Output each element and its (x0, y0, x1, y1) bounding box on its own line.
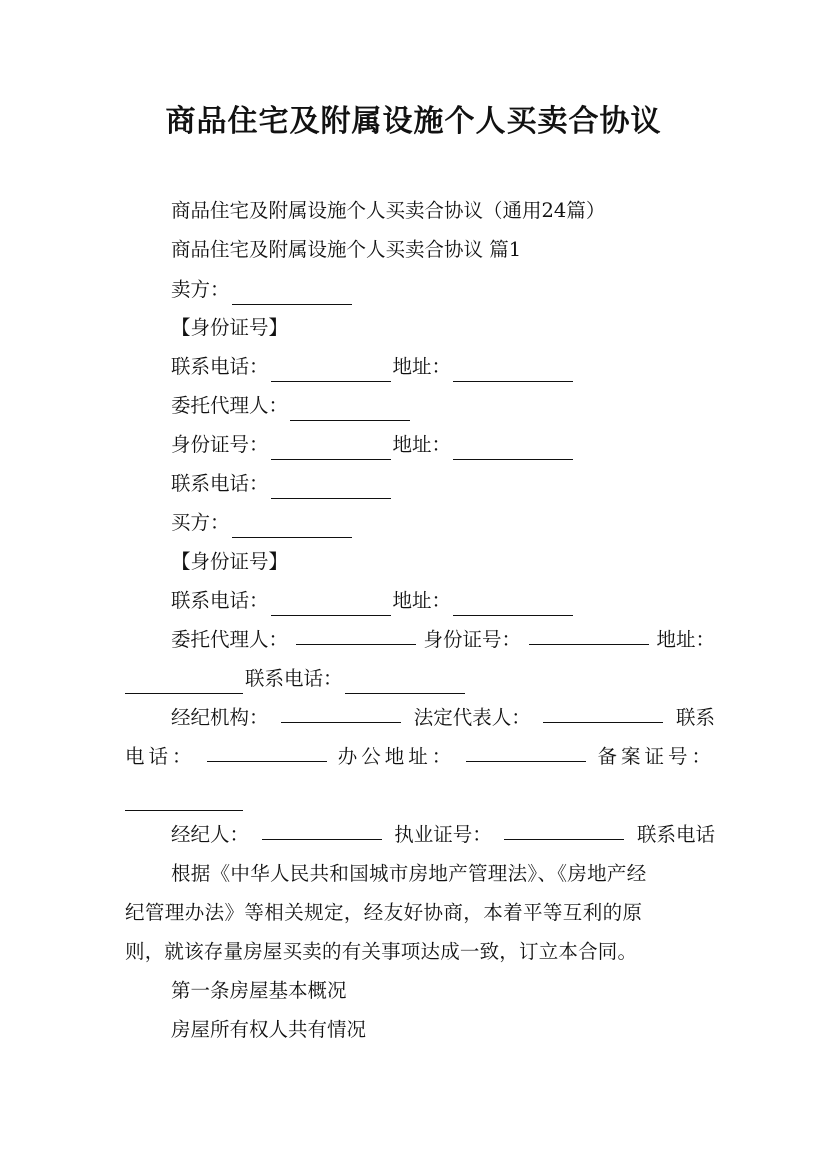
agent-blank (290, 401, 410, 421)
broker-label: 经纪人： (171, 823, 250, 846)
legal-rep-label: 法定代表人： (413, 706, 531, 729)
buyer-agent-line (125, 625, 715, 655)
broker-blank (262, 820, 382, 840)
broker-org-line (125, 703, 715, 733)
seller-agent-phone-line (125, 469, 715, 499)
broker-org-blank (281, 703, 401, 723)
paragraph-line-3: 则，就该存量房屋买卖的有关事项达成一致，订立本合同。 (125, 940, 638, 963)
record-no-label: 备案证号： (597, 745, 715, 768)
agent-blank (296, 625, 416, 645)
document-title: 商品住宅及附属设施个人买卖合协议 (165, 104, 662, 139)
broker-org-label: 经纪机构： (171, 706, 269, 729)
phone-label: 联系电话： (245, 667, 343, 690)
broker-org-cont-line (125, 742, 715, 772)
id-blank (529, 625, 649, 645)
office-address-blank (466, 742, 586, 762)
broker-line (125, 820, 715, 850)
agent-label: 委托代理人： (171, 394, 289, 417)
office-address-label: 办公地址： (337, 745, 456, 768)
address-blank (453, 596, 573, 616)
seller-label: 卖方： (171, 278, 230, 301)
legal-rep-blank (543, 703, 663, 723)
phone-blank (345, 674, 465, 694)
address-blank (453, 362, 573, 382)
address-label: 地址： (392, 589, 452, 612)
id-label: 身份证号： (171, 433, 269, 456)
paragraph-line-2: 纪管理办法》等相关规定，经友好协商，本着平等互利的原 (125, 901, 643, 924)
ownership-line: 房屋所有权人共有情况 (171, 1018, 367, 1041)
seller-agent-line (125, 391, 715, 421)
buyer-contact-line (125, 586, 715, 616)
seller-id-bracket: 【身份证号】 (171, 316, 289, 339)
address-blank (453, 440, 573, 460)
phone-label: 联系电话： (171, 589, 269, 612)
phone-label: 联系电话： (171, 472, 269, 495)
phone-label: 联系电话： (171, 355, 269, 378)
section-heading-1: 第一条房屋基本概况 (171, 979, 347, 1002)
paragraph-line-1: 根据《中华人民共和国城市房地产管理法》、《房地产经 (171, 862, 647, 885)
subtitle-line: 商品住宅及附属设施个人买卖合协议（通用24篇） (171, 199, 606, 222)
buyer-line (125, 508, 715, 538)
id-blank (271, 440, 391, 460)
phone-short: 电话： (125, 745, 196, 768)
buyer-label: 买方： (171, 511, 230, 534)
article-heading: 商品住宅及附属设施个人买卖合协议 篇1 (171, 238, 522, 261)
agent-label: 委托代理人： (171, 628, 289, 651)
seller-line (125, 275, 715, 305)
address-label: 地址： (656, 628, 715, 651)
seller-agent-id-line (125, 430, 715, 460)
record-blank-line (125, 781, 715, 811)
phone-blank (271, 479, 391, 499)
buyer-agent-cont-line (125, 664, 715, 694)
seller-contact-line (125, 352, 715, 382)
buyer-id-bracket: 【身份证号】 (171, 550, 289, 573)
phone-blank (271, 362, 391, 382)
address-label: 地址： (392, 433, 452, 456)
address-label: 地址： (392, 355, 452, 378)
phone-blank (271, 596, 391, 616)
record-no-blank (125, 791, 243, 811)
seller-blank (232, 285, 352, 305)
id-label: 身份证号： (423, 628, 521, 651)
contact-phone-text: 联系电话 (636, 823, 715, 846)
license-label: 执业证号： (394, 823, 492, 846)
phone-blank (207, 742, 327, 762)
buyer-blank (232, 518, 352, 538)
lian-text: 联系 (675, 706, 715, 729)
license-blank (504, 820, 624, 840)
address-blank (125, 674, 243, 694)
